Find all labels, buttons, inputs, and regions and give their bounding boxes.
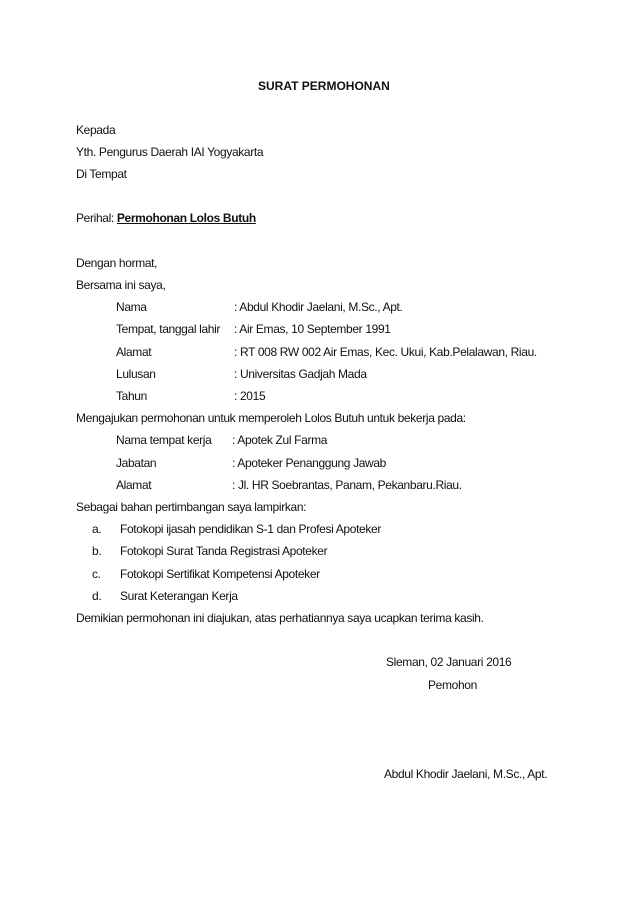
list-text: Surat Keterangan Kerja [120,589,238,603]
applicant-label: Tempat, tanggal lahir [116,322,221,336]
workplace-label: Nama tempat kerja [116,433,212,447]
subject-value: Permohonan Lolos Butuh [116,211,256,225]
applicant-value: : Universitas Gadjah Mada [234,367,367,381]
applicant-value: : 2015 [234,389,266,403]
letter-title: SURAT PERMOHONAN [258,79,390,93]
attachments-intro: Sebagai bahan pertimbangan saya lampirkan: [76,500,307,514]
subject-line [76,211,256,225]
workplace-label: Jabatan [116,456,157,470]
closing-text: Demikian permohonan ini diajukan, atas perhatiannya saya ucapkan terima kasih. [76,611,484,625]
applicant-label: Nama [116,300,147,314]
workplace-value: : Apotek Zul Farma [232,433,328,447]
list-text: Fotokopi ijasah pendidikan S-1 dan Profesi Apoteker [120,522,381,536]
intro-text: Bersama ini saya, [76,278,166,292]
workplace-value: : Apoteker Penanggung Jawab [232,456,387,470]
recipient-line-1: Yth. Pengurus Daerah IAI Yogyakarta [76,145,264,159]
signer-role: Pemohon [428,678,477,692]
workplace-label: Alamat [116,478,152,492]
list-text: Fotokopi Sertifikat Kompetensi Apoteker [120,567,320,581]
subject-label: Perihal: [76,211,114,225]
list-marker: a. [92,522,102,536]
applicant-value: : Air Emas, 10 September 1991 [234,322,391,336]
request-intro: Mengajukan permohonan untuk memperoleh Lolos Butuh untuk bekerja pada: [76,411,466,425]
applicant-value: : Abdul Khodir Jaelani, M.Sc., Apt. [234,300,403,314]
signer-name: Abdul Khodir Jaelani, M.Sc., Apt. [384,767,548,781]
workplace-value: : Jl. HR Soebrantas, Panam, Pekanbaru.Riau. [232,478,462,492]
applicant-label: Lulusan [116,367,156,381]
recipient-line-2: Di Tempat [76,167,127,181]
applicant-label: Tahun [116,389,147,403]
place-date: Sleman, 02 Januari 2016 [386,655,512,669]
list-marker: c. [92,567,101,581]
recipient-greeting: Kepada [76,123,116,137]
list-marker: d. [92,589,102,603]
salutation: Dengan hormat, [76,256,158,270]
applicant-label: Alamat [116,345,152,359]
list-text: Fotokopi Surat Tanda Registrasi Apoteker [120,544,328,558]
applicant-value: : RT 008 RW 002 Air Emas, Kec. Ukui, Kab.Pelalawan, Riau. [234,345,537,359]
list-marker: b. [92,544,102,558]
